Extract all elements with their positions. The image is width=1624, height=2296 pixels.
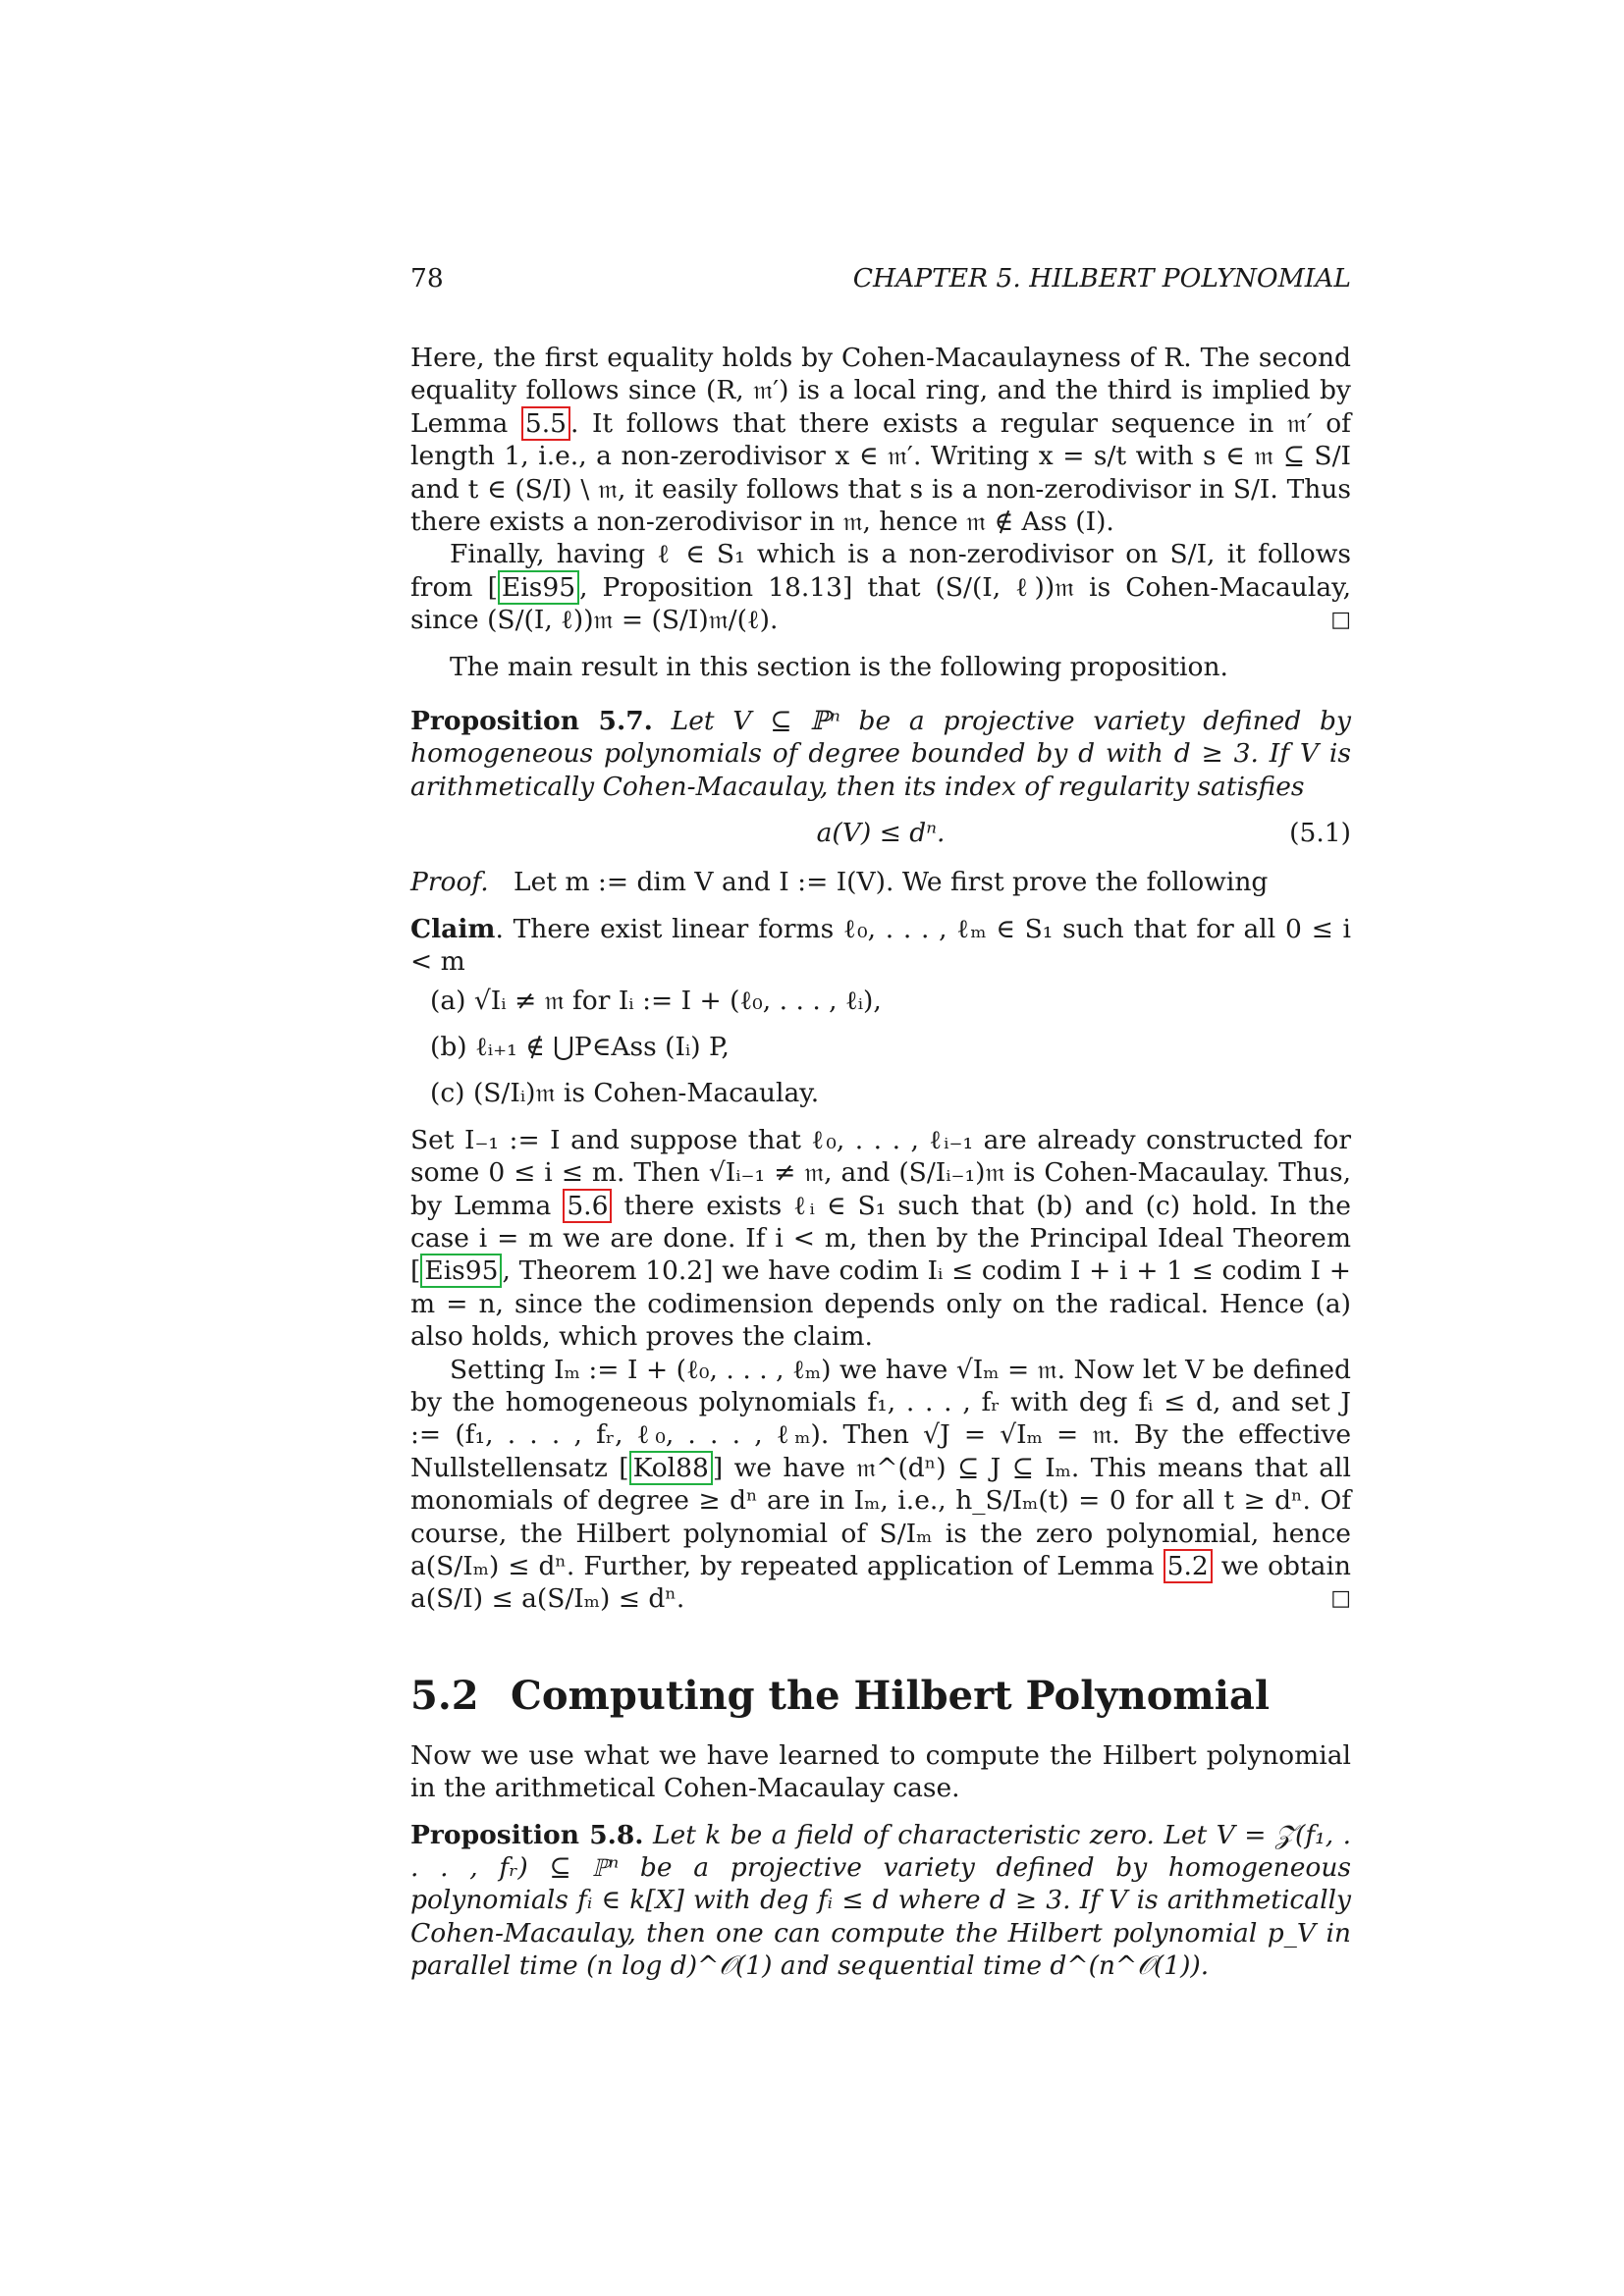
ref-lemma-5-6[interactable]: 5.6 (563, 1189, 612, 1223)
proposition-5-7 (410, 705, 1351, 803)
paragraph-3: The main result in this section is the following proposition. (450, 651, 1228, 682)
ref-eis95-b[interactable]: Eis95 (420, 1254, 502, 1288)
section-title: Computing the Hilbert Polynomial (511, 1672, 1271, 1719)
section-heading (410, 1672, 1351, 1719)
equation-5-1 (410, 817, 1351, 852)
proof-intro (410, 866, 1351, 898)
claim-item-a: (a) √Iᵢ ≠ 𝔪 for Iᵢ := I + (ℓ₀, . . . , ℓᵢ), (430, 985, 882, 1016)
page-body (410, 342, 1351, 1983)
claim-item-b: (b) ℓᵢ₊₁ ∉ ⋃P∈Ass (Iᵢ) P, (430, 1031, 730, 1062)
paragraph-4 (410, 1124, 1351, 1354)
proof-label: Proof. (410, 867, 489, 898)
para5-text-b: ] we have 𝔪^(dⁿ) ⊆ J ⊆ Iₘ. This means that all monomials of degree ≥ dⁿ are in Iₘ, i.e., h_S/Iₘ(t) = 0 for all t ≥ dⁿ. Of course, the Hilbert polynomial of S/Iₘ is the zero polynomial, hence a(S/Iₘ) ≤ dⁿ. Further, by repeated application of Lemma (410, 1452, 1352, 1581)
prop57-label: Proposition 5.7. (410, 706, 653, 737)
prop57-text: Let V ⊆ ℙⁿ be a projective variety defined by homogeneous polynomials of degree bounded by d with d ≥ 3. If V is arithmetically Cohen-Macaulay, then its index of regularity satisfies (410, 706, 1351, 802)
claim-label: Claim (410, 913, 496, 944)
paragraph-2 (410, 538, 1351, 636)
proof-text: Let m := dim V and I := I(V). We first prove the following (513, 867, 1269, 898)
eq-formula: a(V) ≤ dⁿ. (816, 818, 946, 849)
qed-symbol: □ (1330, 608, 1351, 633)
prop58-text: Let k be a field of characteristic zero. Let V = 𝒵(f₁, . . . , fᵣ) ⊆ ℙⁿ be a projective variety defined by homogeneous polynomials fᵢ ∈ k[X] with deg fᵢ ≤ d where d ≥ 3. If V is arithmetically Cohen-Macaulay, then one can compute the Hilbert polynomial p_V in parallel time (n log d)^𝒪(1) and sequential time d^(n^𝒪(1)). (410, 1819, 1351, 1982)
claim-list (410, 985, 1351, 1110)
paragraph-6: Now we use what we have learned to compute the Hilbert polynomial in the arithmetical Cohen-Macaulay case. (410, 1739, 1351, 1804)
ref-eis95-a[interactable]: Eis95 (498, 570, 579, 605)
page-number: 78 (410, 263, 444, 294)
para1-text-a: Here, the first equality holds by Cohen-Macaulayness of R. The second equality follows since (R, 𝔪′) is a local ring, and the third is implied by Lemma (410, 343, 1351, 439)
paragraph-1 (410, 342, 1351, 538)
para4-text-c: , Theorem 10.2] we have codim Iᵢ ≤ codim I + i + 1 ≤ codim I + m = n, since the codimension depends only on the radical. Hence (a) also holds, which proves the claim. (410, 1255, 1351, 1353)
claim (410, 913, 1351, 979)
ref-lemma-5-5[interactable]: 5.5 (521, 406, 570, 441)
section-number: 5.2 (410, 1672, 479, 1719)
para1-text-b: . It follows that there exists a regular sequence in 𝔪′ of length 1, i.e., a non-zerodivisor x ∈ 𝔪′. Writing x = s/t with s ∈ 𝔪 ⊆ S/I and t ∈ (S/I) \ 𝔪, it easily follows that s is a non-zerodivisor in S/I. Thus there exists a non-zerodivisor in 𝔪, hence 𝔪 ∉ Ass (I). (410, 407, 1351, 538)
running-title: CHAPTER 5. HILBERT POLYNOMIAL (852, 263, 1351, 294)
qed-symbol-2: □ (1330, 1586, 1351, 1612)
proposition-5-8 (410, 1819, 1351, 1983)
para2-bracket: [ (487, 571, 498, 603)
claim-text: . There exist linear forms ℓ₀, . . . , ℓₘ ∈ S₁ such that for all 0 ≤ i < m (410, 913, 1351, 978)
para5-text-c: we obtain a(S/I) ≤ a(S/Iₘ) ≤ dⁿ. (410, 1551, 1351, 1615)
ref-lemma-5-2[interactable]: 5.2 (1164, 1549, 1213, 1583)
eq-number: (5.1) (1289, 818, 1351, 849)
paragraph-5 (410, 1354, 1351, 1616)
claim-item-c: (c) (S/Iᵢ)𝔪 is Cohen-Macaulay. (430, 1078, 820, 1109)
prop58-label: Proposition 5.8. (410, 1819, 644, 1850)
para4-text-b: there exists ℓᵢ ∈ S₁ such that (b) and (c) hold. In the case i = m we are done. If i < m, then by the Principal Ideal Theorem [ (410, 1190, 1351, 1287)
ref-kol88[interactable]: Kol88 (629, 1451, 713, 1485)
para4-text-a: Set I₋₁ := I and suppose that ℓ₀, . . . , ℓᵢ₋₁ are already constructed for some 0 ≤ i ≤ m. Then √Iᵢ₋₁ ≠ 𝔪, and (S/Iᵢ₋₁)𝔪 is Cohen-Macaulay. Thus, by Lemma (410, 1124, 1351, 1221)
para2-text-b: , Proposition 18.13] that (S/(I, ℓ))𝔪 is Cohen-Macaulay, since (S/(I, ℓ))𝔪 = (S/I)𝔪/(ℓ). (410, 571, 1351, 636)
para5-text-a: Setting Iₘ := I + (ℓ₀, . . . , ℓₘ) we have √Iₘ = 𝔪. Now let V be defined by the homogeneous polynomials f₁, . . . , fᵣ with deg fᵢ ≤ d, and set J := (f₁, . . . , fᵣ, ℓ₀, . . . , ℓₘ). Then √J = √Iₘ = 𝔪. By the effective Nullstellensatz [ (410, 1354, 1351, 1483)
para2-text-a: Finally, having ℓ ∈ S₁ which is a non-zerodivisor on S/I, it follows from (410, 539, 1351, 603)
